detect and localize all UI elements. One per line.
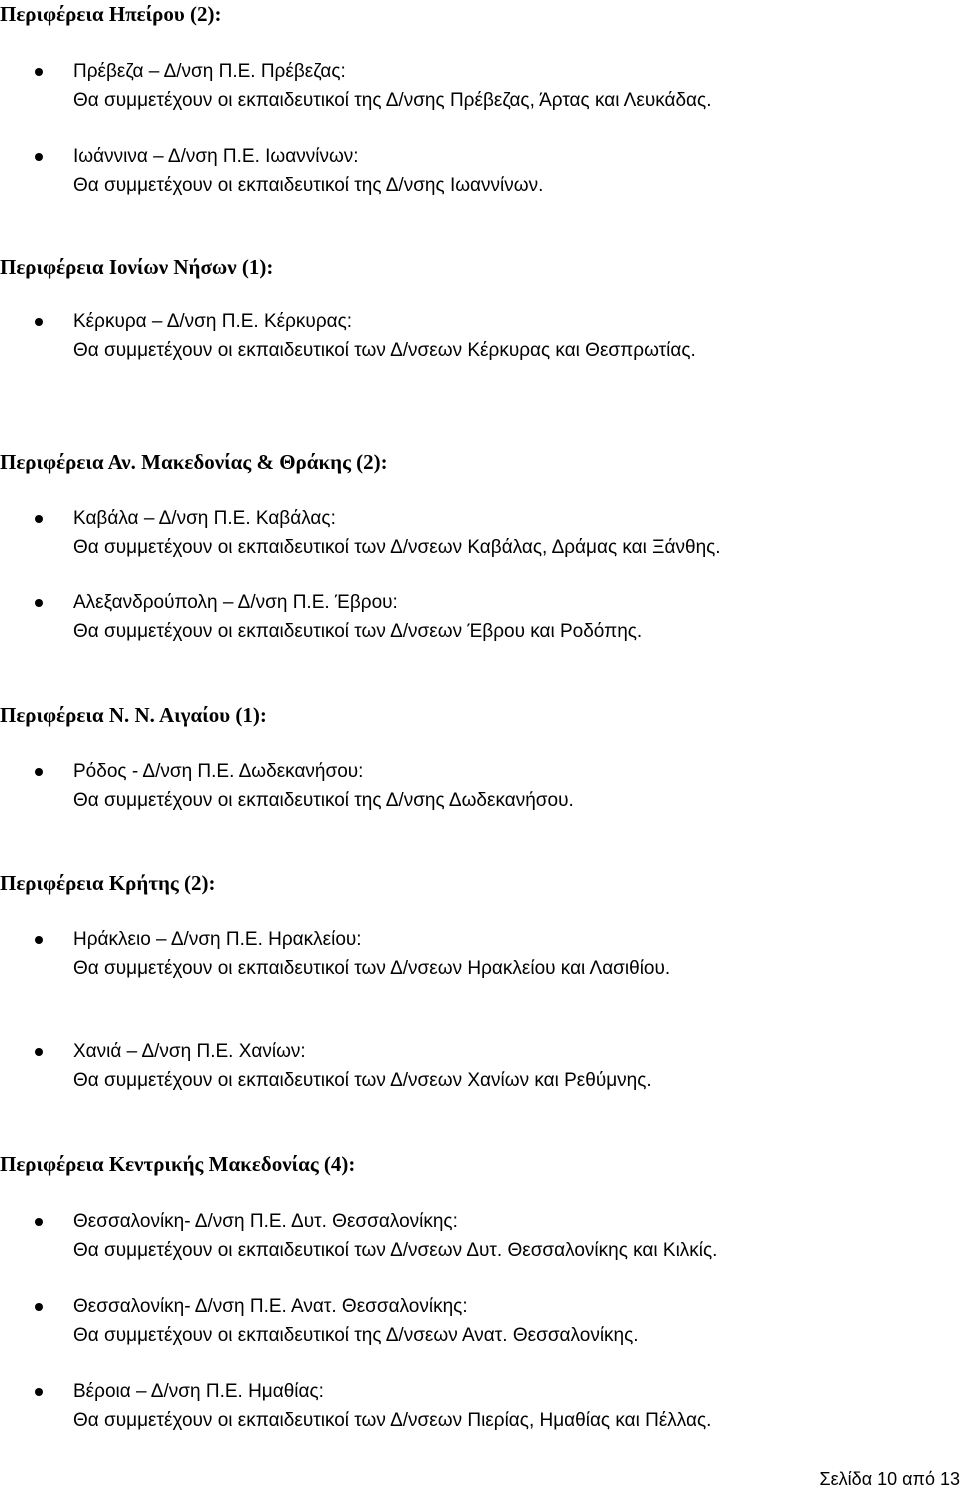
- item-description: Θα συμμετέχουν οι εκπαιδευτικοί της Δ/νσης Ιωαννίνων.: [73, 175, 544, 196]
- item-description: Θα συμμετέχουν οι εκπαιδευτικοί των Δ/νσεων Ηρακλείου και Λασιθίου.: [73, 958, 671, 979]
- section-heading: Περιφέρεια Ηπείρου (2):: [0, 2, 222, 26]
- item-description: Θα συμμετέχουν οι εκπαιδευτικοί της Δ/νσεων Ανατ. Θεσσαλονίκης.: [73, 1325, 639, 1346]
- item-title: Βέροια – Δ/νση Π.Ε. Ημαθίας:: [73, 1381, 324, 1402]
- item-description: Θα συμμετέχουν οι εκπαιδευτικοί των Δ/νσεων Κέρκυρας και Θεσπρωτίας.: [73, 340, 696, 361]
- item-description: Θα συμμετέχουν οι εκπαιδευτικοί των Δ/νσεων Χανίων και Ρεθύμνης.: [73, 1070, 652, 1091]
- item-description: Θα συμμετέχουν οι εκπαιδευτικοί των Δ/νσεων Έβρου και Ροδόπης.: [73, 621, 643, 642]
- section-heading: Περιφέρεια Ν. Ν. Αιγαίου (1):: [0, 703, 267, 727]
- item-title: Θεσσαλονίκη- Δ/νση Π.Ε. Δυτ. Θεσσαλονίκης:: [73, 1211, 458, 1232]
- bullet-icon: [35, 1388, 43, 1396]
- item-description: Θα συμμετέχουν οι εκπαιδευτικοί της Δ/νσης Πρέβεζας, Άρτας και Λευκάδας.: [73, 90, 712, 111]
- bullet-icon: [35, 1303, 43, 1311]
- section-heading: Περιφέρεια Αν. Μακεδονίας & Θράκης (2):: [0, 450, 388, 474]
- bullet-icon: [35, 768, 43, 776]
- bullet-icon: [35, 1218, 43, 1226]
- bullet-icon: [35, 318, 43, 326]
- item-title: Χανιά – Δ/νση Π.Ε. Χανίων:: [73, 1041, 306, 1062]
- item-title: Πρέβεζα – Δ/νση Π.Ε. Πρέβεζας:: [73, 61, 346, 82]
- bullet-icon: [35, 515, 43, 523]
- bullet-icon: [35, 599, 43, 607]
- item-description: Θα συμμετέχουν οι εκπαιδευτικοί των Δ/νσεων Δυτ. Θεσσαλονίκης και Κιλκίς.: [73, 1240, 718, 1261]
- bullet-icon: [35, 68, 43, 76]
- item-title: Θεσσαλονίκη- Δ/νση Π.Ε. Ανατ. Θεσσαλονίκης:: [73, 1296, 468, 1317]
- item-title: Ιωάννινα – Δ/νση Π.Ε. Ιωαννίνων:: [73, 146, 359, 167]
- bullet-icon: [35, 153, 43, 161]
- section-heading: Περιφέρεια Κεντρικής Μακεδονίας (4):: [0, 1152, 356, 1176]
- item-title: Ρόδος - Δ/νση Π.Ε. Δωδεκανήσου:: [73, 761, 364, 782]
- item-title: Καβάλα – Δ/νση Π.Ε. Καβάλας:: [73, 508, 336, 529]
- page-number-footer: Σελίδα 10 από 13: [819, 1469, 960, 1489]
- bullet-icon: [35, 1048, 43, 1056]
- section-heading: Περιφέρεια Κρήτης (2):: [0, 871, 216, 895]
- item-description: Θα συμμετέχουν οι εκπαιδευτικοί των Δ/νσεων Καβάλας, Δράμας και Ξάνθης.: [73, 537, 721, 558]
- item-description: Θα συμμετέχουν οι εκπαιδευτικοί της Δ/νσης Δωδεκανήσου.: [73, 790, 574, 811]
- item-title: Κέρκυρα – Δ/νση Π.Ε. Κέρκυρας:: [73, 311, 353, 332]
- item-description: Θα συμμετέχουν οι εκπαιδευτικοί των Δ/νσεων Πιερίας, Ημαθίας και Πέλλας.: [73, 1410, 712, 1431]
- item-title: Ηράκλειο – Δ/νση Π.Ε. Ηρακλείου:: [73, 929, 362, 950]
- section-heading: Περιφέρεια Ιονίων Νήσων (1):: [0, 255, 274, 279]
- bullet-icon: [35, 936, 43, 944]
- item-title: Αλεξανδρούπολη – Δ/νση Π.Ε. Έβρου:: [73, 592, 398, 613]
